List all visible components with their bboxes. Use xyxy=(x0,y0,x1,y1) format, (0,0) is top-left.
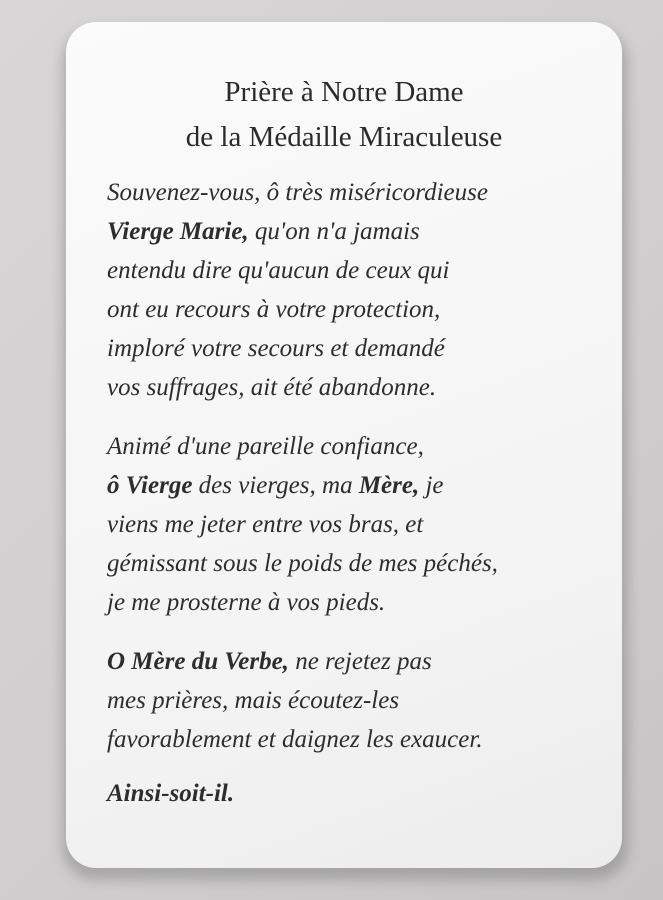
p2-line-3: viens me jeter entre vos bras, et xyxy=(107,511,424,538)
p3-line-1-bold: O Mère du Verbe, xyxy=(107,648,289,675)
p3-line-2: mes prières, mais écoutez-les xyxy=(107,687,400,714)
p2-line-2-bold-1: ô Vierge xyxy=(107,472,193,499)
paragraph-gap xyxy=(107,759,607,774)
p1-line-1: Souvenez-vous, ô très miséricordieuse xyxy=(107,179,488,206)
p2-line-2-rest: je xyxy=(419,472,444,499)
p1-line-2-rest: qu'on n'a jamais xyxy=(248,218,420,245)
paragraph-gap xyxy=(107,407,607,427)
p2-line-2-mid: des vierges, ma xyxy=(192,472,359,499)
closing-amen: Ainsi-soit-il. xyxy=(107,780,235,807)
p1-line-2 xyxy=(107,212,607,251)
p2-line-4: gémissant sous le poids de mes péchés, xyxy=(107,550,498,577)
p1-line-6: vos suffrages, ait été abandonne. xyxy=(107,374,437,401)
p1-line-5: imploré votre secours et demandé xyxy=(107,335,445,362)
p3-line-1-rest: ne rejetez pas xyxy=(288,648,432,675)
p2-line-2 xyxy=(107,466,607,505)
paragraph-gap xyxy=(107,622,607,642)
p1-line-3: entendu dire qu'aucun de ceux qui xyxy=(107,257,450,284)
p3-line-3: favorablement et daignez les exaucer. xyxy=(107,726,483,753)
p3-line-1 xyxy=(107,642,607,681)
prayer-title xyxy=(66,70,622,160)
title-line-1: Prière à Notre Dame xyxy=(224,76,464,108)
p1-line-4: ont eu recours à votre protection, xyxy=(107,296,441,323)
prayer-card xyxy=(66,22,622,868)
title-line-2: de la Médaille Miraculeuse xyxy=(185,121,503,153)
p2-line-5: je me prosterne à vos pieds. xyxy=(107,589,386,616)
prayer-body xyxy=(107,173,607,813)
p1-line-2-bold: Vierge Marie, xyxy=(107,218,249,245)
p2-line-1: Animé d'une pareille confiance, xyxy=(107,433,424,460)
p2-line-2-bold-2: Mère, xyxy=(358,472,420,499)
